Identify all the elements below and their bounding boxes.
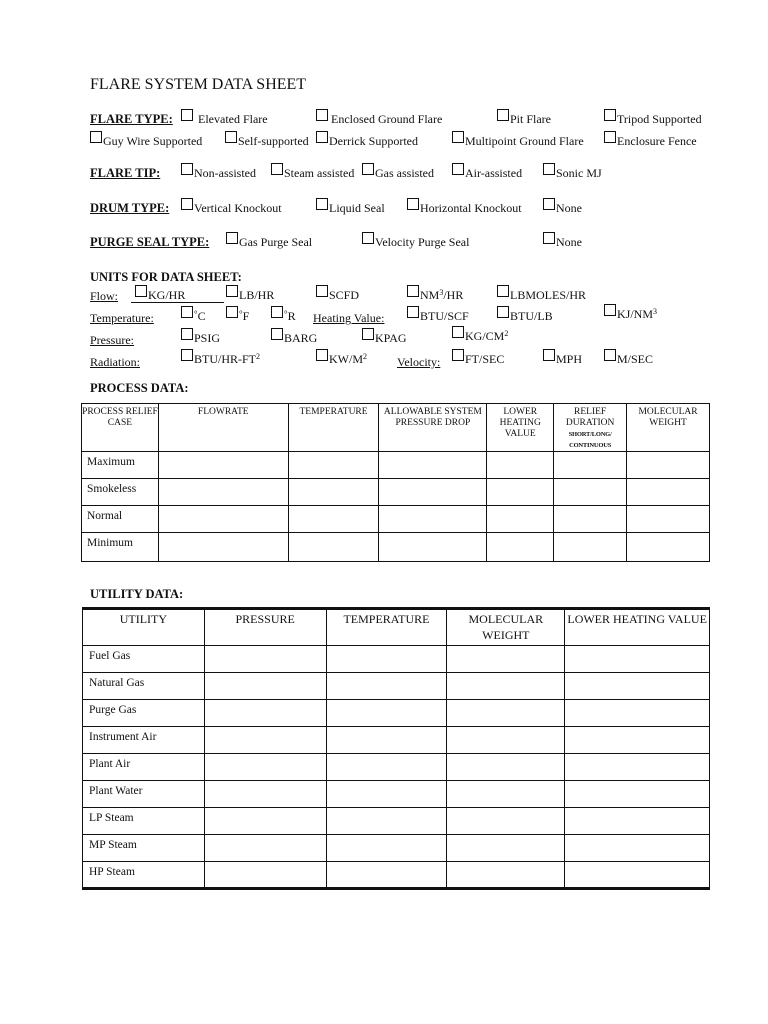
option-enclosure-fence[interactable]: Enclosure Fence [604, 134, 697, 149]
col-molecular-weight: MOLECULAR WEIGHT [627, 404, 710, 452]
cell[interactable] [204, 673, 326, 700]
cell[interactable] [326, 835, 447, 862]
col-molecular-weight: MOLECULAR WEIGHT [447, 609, 565, 646]
cell[interactable] [447, 727, 565, 754]
checkbox[interactable] [497, 306, 509, 318]
cell[interactable] [627, 479, 710, 506]
cell[interactable] [326, 754, 447, 781]
cell[interactable] [158, 479, 288, 506]
checkbox[interactable] [362, 232, 374, 244]
checkbox[interactable] [271, 306, 283, 318]
checkbox[interactable] [407, 306, 419, 318]
pressure-label: Pressure: [90, 333, 134, 347]
row-label: Purge Gas [83, 700, 205, 727]
option-kpag[interactable]: KPAG [362, 331, 407, 346]
cell[interactable] [627, 506, 710, 533]
row-label: Natural Gas [83, 673, 205, 700]
checkbox[interactable] [362, 163, 374, 175]
row-label: Plant Air [83, 754, 205, 781]
checkbox[interactable] [226, 232, 238, 244]
col-utility: UTILITY [83, 609, 205, 646]
table-row [83, 646, 710, 673]
cell[interactable] [326, 727, 447, 754]
radiation-label: Radiation: [90, 355, 140, 369]
page-title: FLARE SYSTEM DATA SHEET [90, 76, 307, 93]
flare-tip-label: FLARE TIP: [90, 166, 161, 180]
row-label: Fuel Gas [83, 646, 205, 673]
option-steam-assisted[interactable]: Steam assisted [271, 166, 354, 181]
cell[interactable] [326, 673, 447, 700]
cell[interactable] [326, 646, 447, 673]
cell[interactable] [554, 452, 627, 479]
cell[interactable] [158, 452, 288, 479]
process-data-label: PROCESS DATA: [90, 381, 189, 395]
cell[interactable] [487, 452, 554, 479]
option-kw-m2[interactable]: KW/M $^2$ [316, 352, 367, 367]
cell[interactable] [447, 862, 565, 889]
option-ft-sec[interactable]: FT/SEC [452, 352, 504, 367]
cell[interactable] [565, 781, 710, 808]
option-kj-nm3[interactable]: KJ/NM $^3$ [604, 307, 657, 322]
table-row [82, 452, 710, 479]
cell[interactable] [447, 754, 565, 781]
cell[interactable] [379, 452, 487, 479]
checkbox[interactable] [543, 198, 555, 210]
checkbox[interactable] [497, 285, 509, 297]
row-label: Plant Water [83, 781, 205, 808]
cell[interactable] [565, 808, 710, 835]
option-pit-flare[interactable]: Pit Flare [497, 112, 551, 127]
cell[interactable] [565, 754, 710, 781]
col-temperature: TEMPERATURE [288, 404, 379, 452]
table-row [83, 835, 710, 862]
checkbox[interactable] [316, 109, 328, 121]
cell[interactable] [379, 533, 487, 562]
cell[interactable] [565, 673, 710, 700]
cell[interactable] [447, 673, 565, 700]
option-kg-cm2[interactable]: KG/CM $^2$ [452, 329, 508, 344]
cell[interactable] [288, 452, 379, 479]
cell[interactable] [288, 533, 379, 562]
cell[interactable] [326, 700, 447, 727]
option-deg-r[interactable]: ° R [271, 309, 296, 324]
checkbox[interactable] [181, 198, 193, 210]
col-pressure: PRESSURE [204, 609, 326, 646]
utility-data-table [82, 607, 710, 890]
checkbox[interactable] [181, 328, 193, 340]
option-gas-assisted[interactable]: Gas assisted [362, 166, 434, 181]
option-velocity-purge-seal[interactable]: Velocity Purge Seal [362, 235, 469, 250]
cell[interactable] [204, 700, 326, 727]
cell[interactable] [288, 479, 379, 506]
option-lbmoles-hr[interactable]: LBMOLES/HR [497, 288, 586, 303]
col-temperature: TEMPERATURE [326, 609, 447, 646]
table-row [83, 700, 710, 727]
cell[interactable] [326, 781, 447, 808]
option-vertical-knockout[interactable]: Vertical Knockout [181, 201, 282, 216]
checkbox[interactable] [452, 326, 464, 338]
checkbox[interactable] [316, 349, 328, 361]
cell[interactable] [447, 781, 565, 808]
option-self-supported[interactable]: Self-supported [225, 134, 309, 149]
checkbox[interactable] [452, 349, 464, 361]
velocity-label: Velocity: [397, 355, 441, 369]
cell[interactable] [627, 452, 710, 479]
cell[interactable] [627, 533, 710, 562]
option-btu-hr-ft2[interactable]: BTU/HR-FT $^2$ [181, 352, 260, 367]
cell[interactable] [204, 781, 326, 808]
cell[interactable] [326, 808, 447, 835]
cell[interactable] [204, 808, 326, 835]
drum-type-label: DRUM TYPE: [90, 201, 170, 215]
cell[interactable] [565, 835, 710, 862]
table-row [83, 781, 710, 808]
col-flowrate: FLOWRATE [158, 404, 288, 452]
cell[interactable] [447, 835, 565, 862]
option-psig[interactable]: PSIG [181, 331, 220, 346]
purge-seal-label: PURGE SEAL TYPE: [90, 235, 210, 249]
option-gas-purge-seal[interactable]: Gas Purge Seal [226, 235, 312, 250]
option-air-assisted[interactable]: Air-assisted [452, 166, 522, 181]
option-horizontal-knockout[interactable]: Horizontal Knockout [407, 201, 522, 216]
checkbox[interactable] [271, 328, 283, 340]
option-derrick-supported[interactable]: Derrick Supported [316, 134, 418, 149]
cell[interactable] [565, 646, 710, 673]
col-lower-heating-value: LOWER HEATING VALUE [487, 404, 554, 452]
cell[interactable] [204, 727, 326, 754]
option-scfd[interactable]: SCFD [316, 288, 359, 303]
checkbox[interactable] [316, 131, 328, 143]
table-row [82, 479, 710, 506]
cell[interactable] [379, 479, 487, 506]
option-btu-scf[interactable]: BTU/SCF [407, 309, 469, 324]
checkbox[interactable] [316, 198, 328, 210]
heating-value-label: Heating Value: [313, 311, 385, 325]
cell[interactable] [447, 808, 565, 835]
checkbox[interactable] [226, 285, 238, 297]
cell[interactable] [326, 862, 447, 889]
cell[interactable] [554, 479, 627, 506]
table-row [82, 533, 710, 562]
option-mph[interactable]: MPH [543, 352, 582, 367]
option-purge-none[interactable]: None [543, 235, 582, 250]
checkbox[interactable] [407, 198, 419, 210]
option-lb-hr[interactable]: LB/HR [226, 288, 274, 303]
option-tripod-supported[interactable]: Tripod Supported [604, 112, 702, 127]
cell[interactable] [565, 862, 710, 889]
temperature-label: Temperature: [90, 311, 154, 325]
option-enclosed-ground-flare[interactable]: Enclosed Ground Flare [316, 112, 442, 127]
table-row [83, 673, 710, 700]
cell[interactable] [554, 533, 627, 562]
option-barg[interactable]: BARG [271, 331, 317, 346]
option-non-assisted[interactable]: Non-assisted [181, 166, 256, 181]
checkbox[interactable] [90, 131, 102, 143]
checkbox[interactable] [543, 349, 555, 361]
cell[interactable] [447, 700, 565, 727]
row-label: Minimum [82, 533, 159, 562]
cell[interactable] [379, 506, 487, 533]
option-multipoint-ground-flare[interactable]: Multipoint Ground Flare [452, 134, 584, 149]
option-sonic-mj[interactable]: Sonic MJ [543, 166, 602, 181]
checkbox[interactable] [497, 109, 509, 121]
cell[interactable] [204, 835, 326, 862]
checkbox[interactable] [604, 109, 616, 121]
cell[interactable] [487, 533, 554, 562]
cell[interactable] [288, 506, 379, 533]
checkbox[interactable] [362, 328, 374, 340]
checkbox[interactable] [181, 349, 193, 361]
table-row [83, 754, 710, 781]
option-liquid-seal[interactable]: Liquid Seal [316, 201, 385, 216]
col-relief-duration: RELIEF DURATION SHORT/LONG/ CONTINUOUS [554, 404, 627, 452]
checkbox[interactable] [135, 285, 147, 297]
col-lower-heating-value: LOWER HEATING VALUE [565, 609, 710, 646]
table-row [82, 506, 710, 533]
checkbox[interactable] [604, 131, 616, 143]
checkbox[interactable] [226, 306, 238, 318]
option-deg-f[interactable]: ° F [226, 309, 249, 324]
process-data-table [81, 403, 710, 562]
checkbox[interactable] [452, 131, 464, 143]
checkbox[interactable] [604, 349, 616, 361]
checkbox[interactable] [604, 304, 616, 316]
option-deg-c[interactable]: ° C [181, 309, 206, 324]
checkbox[interactable] [543, 163, 555, 175]
table-row [83, 862, 710, 889]
option-guy-wire-supported[interactable]: Guy Wire Supported [90, 134, 202, 149]
col-allowable-pressure-drop: ALLOWABLE SYSTEM PRESSURE DROP [379, 404, 487, 452]
col-process-relief-case: PROCESS RELIEF CASE [82, 404, 159, 452]
checkbox[interactable] [225, 131, 237, 143]
flow-label: Flow: [90, 289, 119, 303]
utility-data-label: UTILITY DATA: [90, 587, 184, 601]
cell[interactable] [487, 479, 554, 506]
row-label: Maximum [82, 452, 159, 479]
checkbox[interactable] [543, 232, 555, 244]
option-drum-none[interactable]: None [543, 201, 582, 216]
row-label: HP Steam [83, 862, 205, 889]
checkbox[interactable] [452, 163, 464, 175]
option-m-sec[interactable]: M/SEC [604, 352, 653, 367]
cell[interactable] [204, 646, 326, 673]
option-kg-hr[interactable]: KG/HR [135, 288, 185, 303]
option-elevated-flare[interactable]: Elevated Flare [181, 112, 268, 127]
row-label: LP Steam [83, 808, 205, 835]
cell[interactable] [447, 646, 565, 673]
cell[interactable] [487, 506, 554, 533]
row-label: Instrument Air [83, 727, 205, 754]
checkbox[interactable] [407, 285, 419, 297]
cell[interactable] [554, 506, 627, 533]
cell[interactable] [204, 754, 326, 781]
checkbox[interactable] [181, 306, 193, 318]
option-btu-lb[interactable]: BTU/LB [497, 309, 553, 324]
cell[interactable] [565, 700, 710, 727]
option-nm3-hr[interactable]: NM $^3$ /HR [407, 288, 463, 303]
cell[interactable] [565, 727, 710, 754]
table-row [83, 727, 710, 754]
units-label: UNITS FOR DATA SHEET: [90, 270, 242, 284]
table-row [83, 808, 710, 835]
flare-type-label: FLARE TYPE: [90, 112, 173, 126]
row-label: Normal [82, 506, 159, 533]
checkbox[interactable] [271, 163, 283, 175]
row-label: MP Steam [83, 835, 205, 862]
checkbox[interactable] [181, 109, 193, 121]
cell[interactable] [158, 506, 288, 533]
checkbox[interactable] [181, 163, 193, 175]
checkbox[interactable] [316, 285, 328, 297]
cell[interactable] [204, 862, 326, 889]
row-label: Smokeless [82, 479, 159, 506]
cell[interactable] [158, 533, 288, 562]
